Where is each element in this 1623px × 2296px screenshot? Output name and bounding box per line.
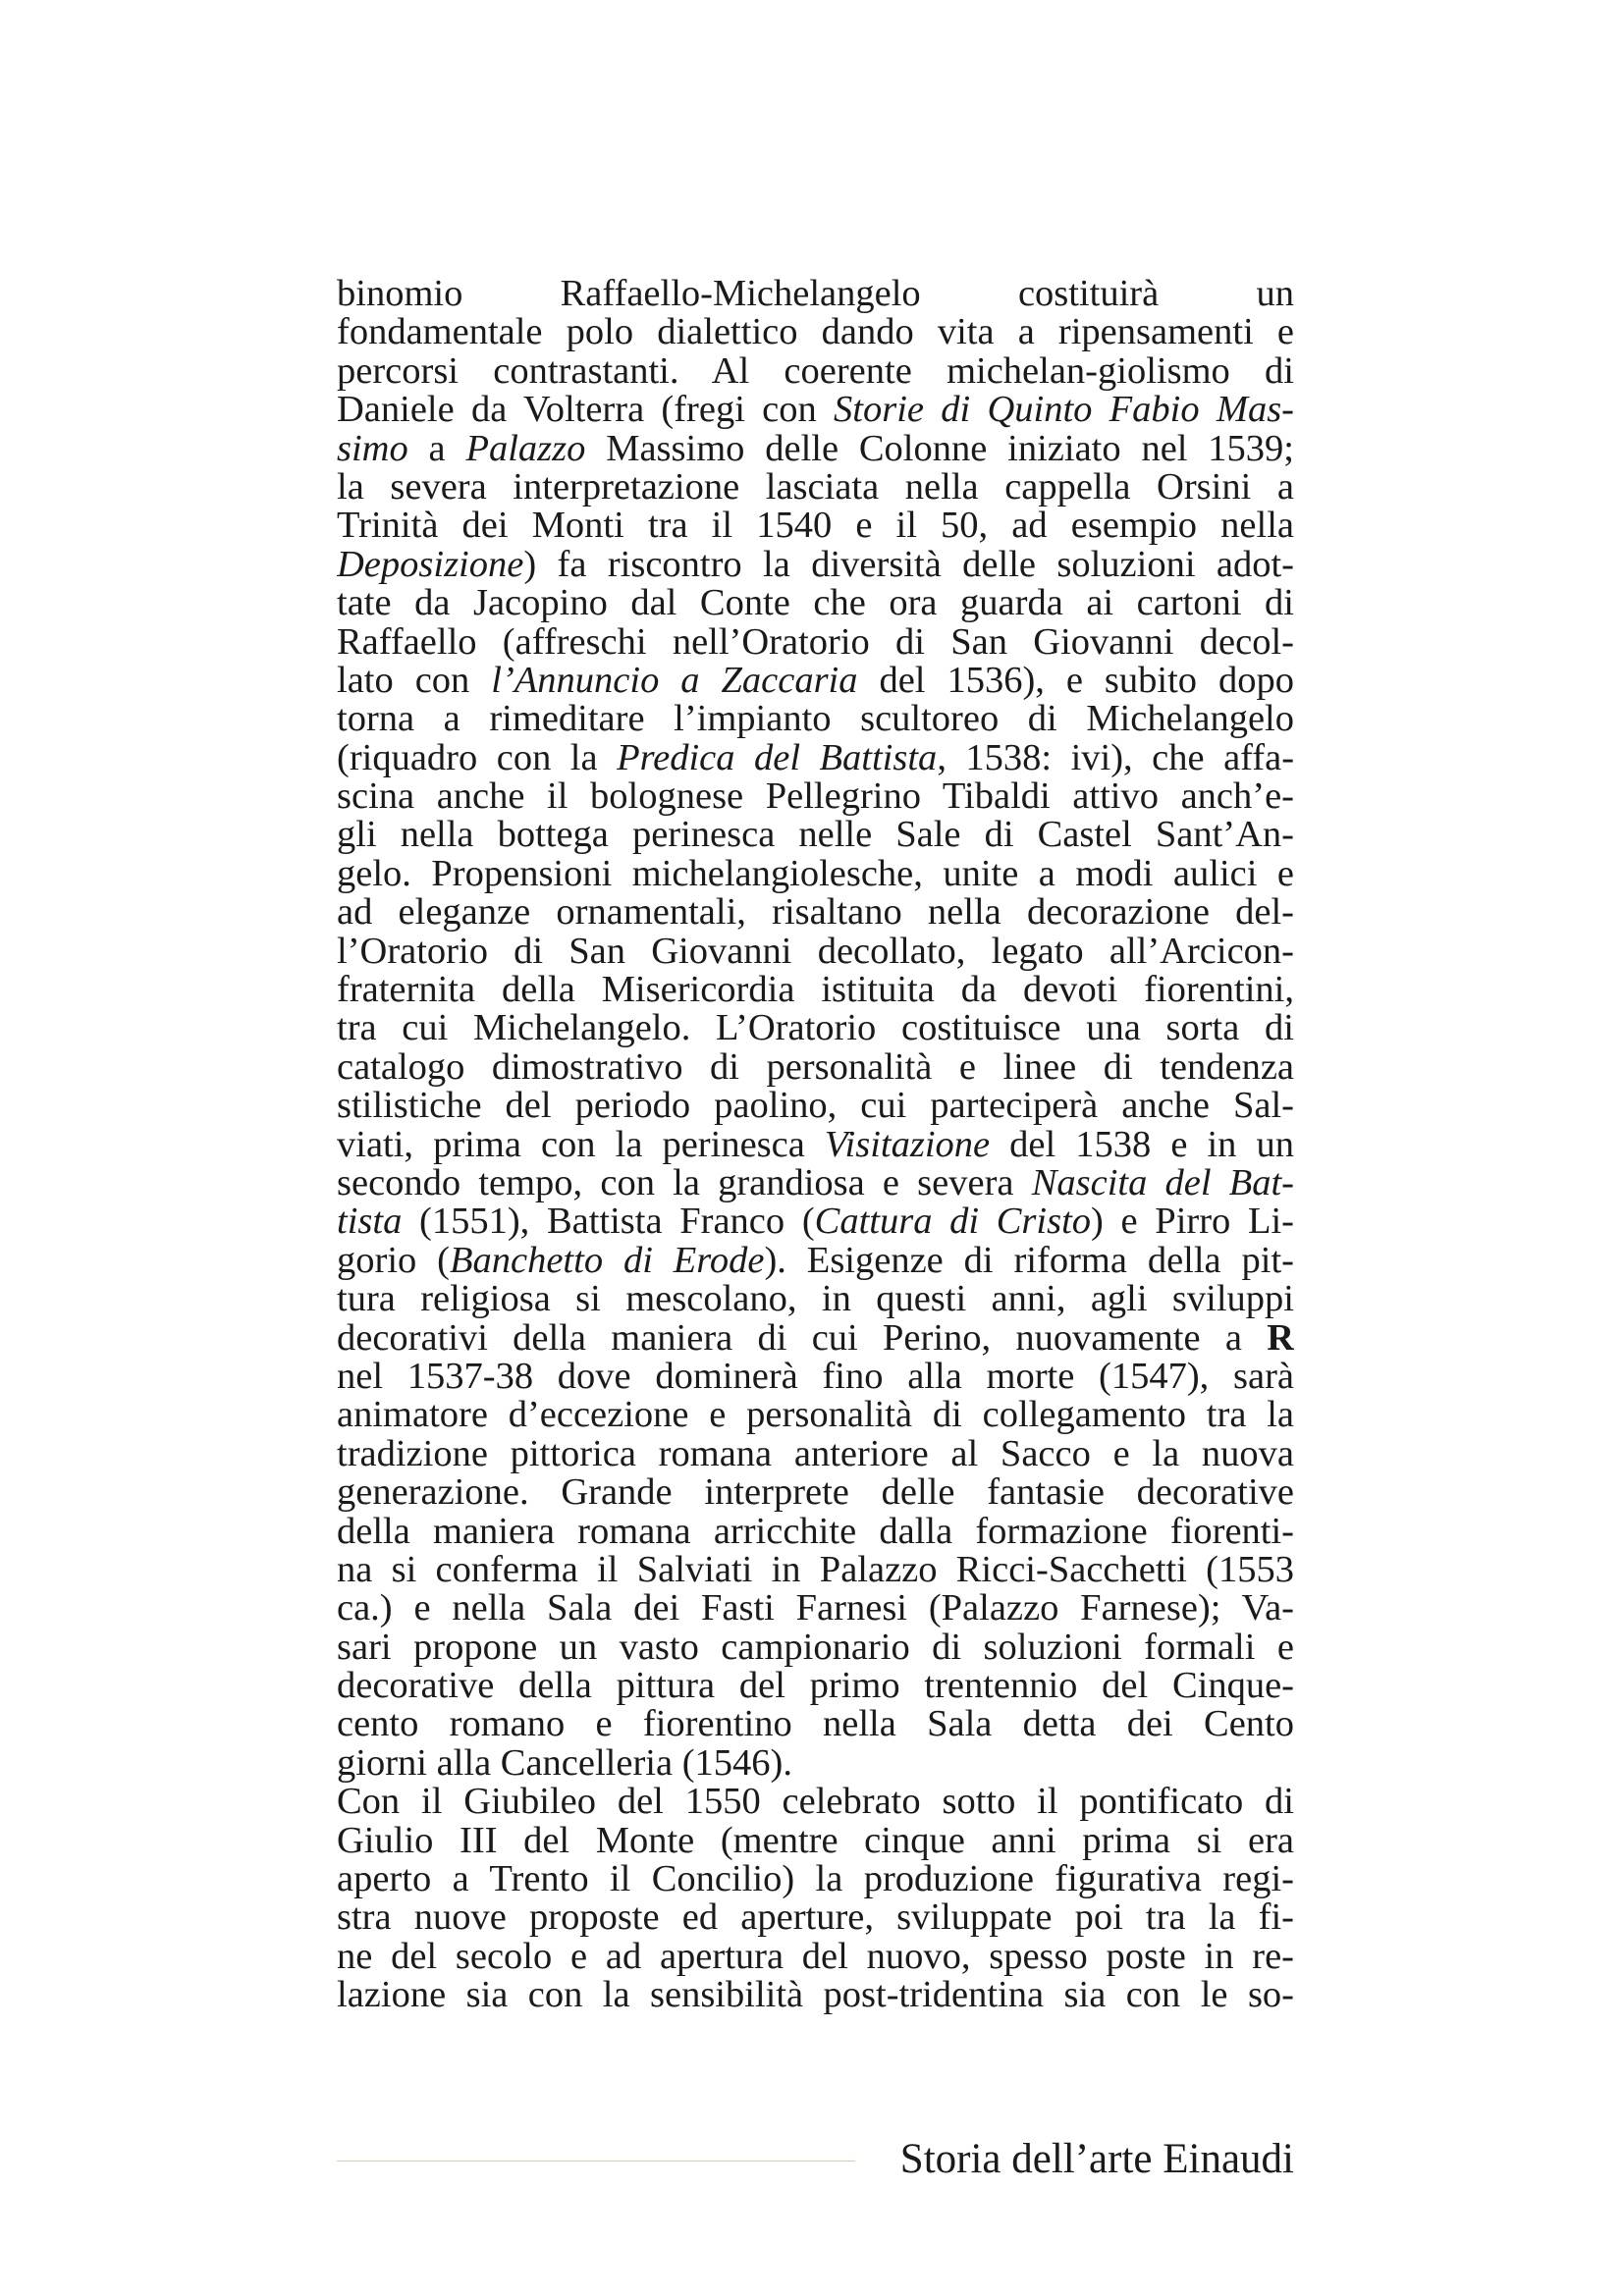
text-segment: lato con	[337, 661, 492, 701]
italic-title: Visitazione	[824, 1125, 991, 1164]
text-line	[337, 739, 1294, 777]
text-line	[337, 1938, 1294, 1976]
text-segment: tura religiosa si mescolano, in questi anni, agli sviluppi	[337, 1280, 1294, 1319]
text-line	[337, 816, 1294, 854]
text-segment: viati, prima con la perinesca	[337, 1125, 825, 1164]
text-line	[337, 1705, 1294, 1743]
text-segment: tate da Jacopino dal Conte che ora guarda ai cartoni di	[337, 584, 1294, 623]
text-segment: stra nuove proposte ed aperture, sviluppate poi tra la fi-	[337, 1898, 1294, 1938]
text-segment: gli nella bottega perinesca nelle Sale di Castel Sant’An-	[337, 816, 1294, 855]
text-segment: percorsi contrastanti. Al coerente michelan-giolismo di	[337, 351, 1294, 392]
text-line	[337, 1164, 1294, 1202]
text-segment: gelo. Propensioni michelangiolesche, unite a modi aulici e	[337, 854, 1294, 894]
text-line	[337, 1242, 1294, 1280]
text-segment: Giulio III del Monte (mentre cinque anni prima si era	[337, 1821, 1294, 1861]
text-line	[337, 1126, 1294, 1164]
italic-title: Palazzo	[465, 429, 586, 468]
text-line	[337, 1976, 1294, 2014]
text-segment: Massimo delle Colonne iniziato nel 1539;	[585, 429, 1294, 468]
text-segment: decorative della pittura del primo trentennio del Cinque-	[337, 1667, 1294, 1706]
text-line	[337, 1898, 1294, 1937]
italic-title: simo	[337, 429, 408, 468]
text-line	[337, 1009, 1294, 1047]
italic-title: tista	[337, 1202, 403, 1242]
footer-rule	[337, 2161, 855, 2162]
text-segment: ) e Pirro Li-	[1091, 1202, 1294, 1242]
text-segment: scina anche il bolognese Pellegrino Tibaldi attivo anch’e-	[337, 777, 1294, 817]
text-line	[337, 1741, 1294, 1784]
text-line	[337, 430, 1294, 468]
text-segment: (1551), Battista Franco (	[402, 1202, 815, 1242]
text-line	[337, 1280, 1294, 1318]
text-segment: secondo tempo, con la grandiosa e severa	[337, 1163, 1032, 1203]
text-line	[337, 662, 1294, 700]
text-line	[337, 507, 1294, 545]
text-segment: (riquadro con la	[337, 738, 618, 778]
text-segment: del 1536), e subito dopo	[857, 661, 1294, 701]
text-line	[337, 352, 1294, 391]
text-segment: Daniele da Volterra (fregi con	[337, 391, 835, 430]
text-line	[337, 1319, 1294, 1358]
text-segment: del 1538 e in un	[990, 1125, 1294, 1164]
text-segment: l’Oratorio di San Giovanni decollato, legato all’Arcicon-	[337, 932, 1294, 972]
text-line	[337, 1048, 1294, 1087]
text-segment: ). Esigenze di riforma della pit-	[764, 1241, 1294, 1281]
text-line	[337, 1667, 1294, 1705]
footer-title: Storia dell’arte Einaudi	[899, 2136, 1294, 2182]
italic-title: Cattura di Cristo	[814, 1202, 1092, 1242]
text-line	[337, 1589, 1294, 1628]
italic-title: Predica del Battista	[617, 738, 938, 778]
page-footer	[337, 2130, 1294, 2189]
text-segment: Trinità dei Monti tra il 1540 e il 50, ad esempio nella	[337, 507, 1294, 546]
text-line	[337, 1822, 1294, 1860]
body-text	[337, 275, 1294, 2015]
italic-title: Nascita del Bat-	[1031, 1163, 1294, 1203]
text-segment: della maniera romana arricchite dalla formazione fiorenti-	[337, 1512, 1294, 1551]
text-line	[337, 468, 1294, 507]
text-line	[337, 893, 1294, 932]
text-segment: ca.) e nella Sala dei Fasti Farnesi (Palazzo Farnese); Va-	[337, 1589, 1294, 1629]
text-line	[337, 275, 1294, 313]
text-segment: ad eleganze ornamentali, risaltano nella decorazione del-	[337, 893, 1294, 933]
text-line	[337, 700, 1294, 738]
italic-title: Banchetto di Erode	[449, 1241, 765, 1281]
text-segment: tra cui Michelangelo. L’Oratorio costituisce una sorta di	[337, 1009, 1294, 1048]
text-line	[337, 971, 1294, 1009]
text-segment: giorni alla Cancelleria (1546).	[337, 1741, 792, 1784]
text-line	[337, 546, 1294, 584]
text-line	[337, 1202, 1294, 1241]
text-segment: binomio Raffaello-Michelangelo costituirà un	[337, 275, 1294, 314]
text-segment: ) fa riscontro la diversità delle soluzioni adot-	[523, 545, 1294, 585]
text-segment: na si conferma il Salviati in Palazzo Ricci-Sacchetti (1553	[337, 1550, 1294, 1590]
text-line	[337, 623, 1294, 662]
text-line	[337, 855, 1294, 893]
text-line	[337, 1629, 1294, 1667]
text-segment: tradizione pittorica romana anteriore al Sacco e la nuova	[337, 1434, 1294, 1474]
text-segment: catalogo dimostrativo di personalità e linee di tendenza	[337, 1047, 1294, 1088]
text-line	[337, 1783, 1294, 1821]
italic-title: l’Annuncio a Zaccaria	[491, 661, 858, 701]
text-line	[337, 933, 1294, 971]
text-segment: aperto a Trento il Concilio) la produzione figurativa regi-	[337, 1860, 1294, 1899]
text-line	[337, 1860, 1294, 1898]
text-segment: a	[407, 429, 466, 468]
text-line	[337, 313, 1294, 351]
text-segment: Raffaello (affreschi nell’Oratorio di San Giovanni decol-	[337, 622, 1294, 662]
text-line	[337, 1513, 1294, 1551]
bold-text: R	[1267, 1318, 1294, 1358]
text-segment: fraternita della Misericordia istituita da devoti fiorentini,	[337, 971, 1294, 1010]
text-line	[337, 584, 1294, 622]
text-line	[337, 1087, 1294, 1125]
text-segment: cento romano e fiorentino nella Sala detta dei Cento	[337, 1705, 1294, 1744]
text-line	[337, 777, 1294, 816]
italic-title: Deposizione	[337, 545, 524, 585]
text-segment: ne del secolo e ad apertura del nuovo, spesso poste in re-	[337, 1937, 1294, 1977]
text-segment: sari propone un vasto campionario di soluzioni formali e	[337, 1628, 1294, 1668]
text-segment: generazione. Grande interprete delle fantasie decorative	[337, 1473, 1294, 1513]
text-segment: la severa interpretazione lasciata nella cappella Orsini a	[337, 467, 1294, 507]
text-segment: stilistiche del periodo paolino, cui parteciperà anche Sal-	[337, 1087, 1294, 1126]
text-line	[337, 1435, 1294, 1473]
text-line	[337, 391, 1294, 429]
text-segment: torna a rimeditare l’impianto scultoreo di Michelangelo	[337, 700, 1294, 739]
text-segment: nel 1537-38 dove dominerà fino alla morte (1547), sarà	[337, 1357, 1294, 1397]
text-segment: lazione sia con la sensibilità post-tridentina sia con le so-	[337, 1976, 1294, 2015]
text-line	[337, 1396, 1294, 1434]
italic-title: Storie di Quinto Fabio Mas-	[834, 391, 1294, 430]
text-segment: animatore d’eccezione e personalità di collegamento tra la	[337, 1396, 1294, 1435]
text-segment: fondamentale polo dialettico dando vita a ripensamenti e	[337, 313, 1294, 352]
text-line	[337, 1358, 1294, 1396]
text-line	[337, 1473, 1294, 1512]
text-segment: gorio (	[337, 1241, 450, 1281]
text-segment: , 1538: ivi), che affa-	[937, 738, 1294, 778]
text-line	[337, 1551, 1294, 1589]
text-segment: decorativi della maniera di cui Perino, nuovamente a	[337, 1318, 1268, 1358]
text-segment: Con il Giubileo del 1550 celebrato sotto il pontificato di	[337, 1783, 1294, 1822]
